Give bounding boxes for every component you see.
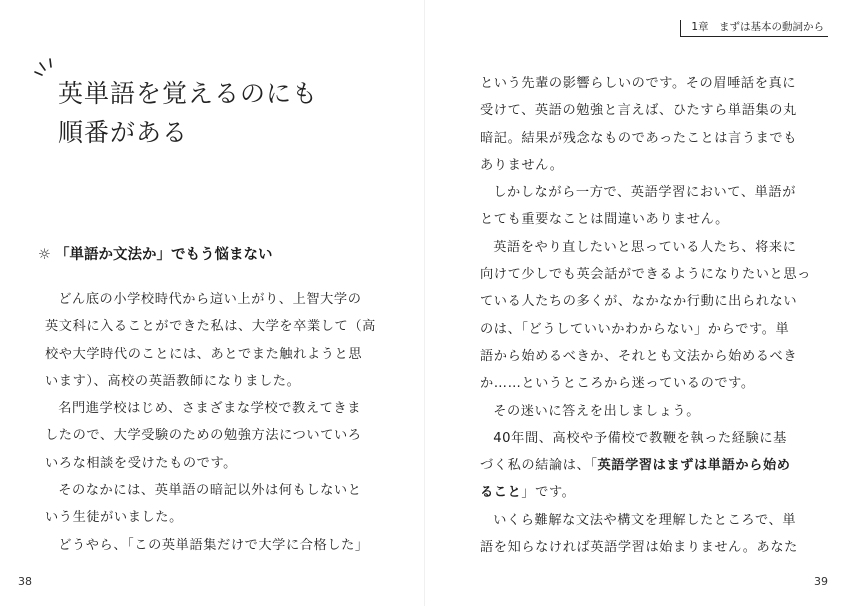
right-page xyxy=(425,0,850,606)
text-line: 受けて、英語の勉強と言えば、ひたすら単語集の丸 xyxy=(480,103,797,119)
text-line: いう生徒がいました。 xyxy=(45,510,183,526)
text-line: 40年間、高校や予備校で教鞭を執った経験に基 xyxy=(493,430,787,446)
section-mark-icon: ☼ xyxy=(38,247,51,263)
text-line: 向けて少しでも英会話ができるようになりたいと思っ xyxy=(480,267,811,283)
text-line: 英語をやり直したいと思っている人たち、将来に xyxy=(493,239,797,255)
text-segment: 」です。 xyxy=(521,485,576,501)
text-line xyxy=(480,479,811,506)
section-heading xyxy=(38,243,273,264)
title-line-1: 英単語を覚えるのにも xyxy=(58,79,319,108)
text-line: か……というところから迷っているのです。 xyxy=(480,376,755,392)
text-segment: づく私の結論は、「 xyxy=(480,458,598,474)
text-line: その迷いに答えを出しましょう。 xyxy=(493,403,700,419)
text-line: どうやら、「この英単語集だけで大学に合格した」 xyxy=(58,537,369,553)
emphasis-text: ること xyxy=(480,485,522,501)
text-line: 校や大学時代のことには、あとでまた触れようと思 xyxy=(45,346,363,362)
text-line: したので、大学受験のための勉強方法についていろ xyxy=(45,428,362,444)
text-line: 名門進学校はじめ、さまざまな学校で教えてきま xyxy=(58,401,361,417)
title-line-2: 順番がある xyxy=(58,118,189,147)
text-line: しかしながら一方で、英語学習において、単語が xyxy=(493,185,796,201)
text-line: ている人たちの多くが、なかなか行動に出られない xyxy=(480,294,798,310)
text-line: とても重要なことは間違いありません。 xyxy=(480,212,729,228)
text-line: いろな相談を受けたものです。 xyxy=(45,455,237,471)
text-line: 語を知らなければ英語学習は始まりません。あなた xyxy=(480,540,798,556)
emphasis-text: 英語学習はまずは単語から始め xyxy=(597,458,791,474)
text-line: います）、高校の英語教師になりました。 xyxy=(45,373,301,389)
text-line xyxy=(480,452,811,479)
text-line: ありません。 xyxy=(480,157,564,173)
page-number: 38 xyxy=(18,575,32,588)
text-line: 英文科に入ることができた私は、大学を卒業して（高 xyxy=(45,319,376,335)
right-body-text xyxy=(480,70,811,561)
text-line: いくら難解な文法や構文を理解したところで、単 xyxy=(493,512,797,528)
text-line: 暗記。結果が残念なものであったことは言うまでも xyxy=(480,130,797,146)
text-line: そのなかには、英単語の暗記以外は何もしないと xyxy=(58,483,362,499)
text-line: 語から始めるべきか、それとも文法から始めるべき xyxy=(480,348,798,364)
text-line: という先輩の影響らしいのです。その眉唾話を真に xyxy=(480,76,797,91)
chapter-title xyxy=(58,74,318,152)
section-heading-text: 「単語か文法か」でもう悩まない xyxy=(55,247,273,263)
left-body-text xyxy=(45,286,376,559)
text-line: のは、「どうしていいかわからない」からです。単 xyxy=(480,321,790,337)
page-number: 39 xyxy=(814,575,828,588)
text-line: どん底の小学校時代から這い上がり、上智大学の xyxy=(58,292,362,307)
running-header: 1章 まずは基本の動詞から xyxy=(680,20,828,37)
sparkle-icon xyxy=(30,56,60,86)
